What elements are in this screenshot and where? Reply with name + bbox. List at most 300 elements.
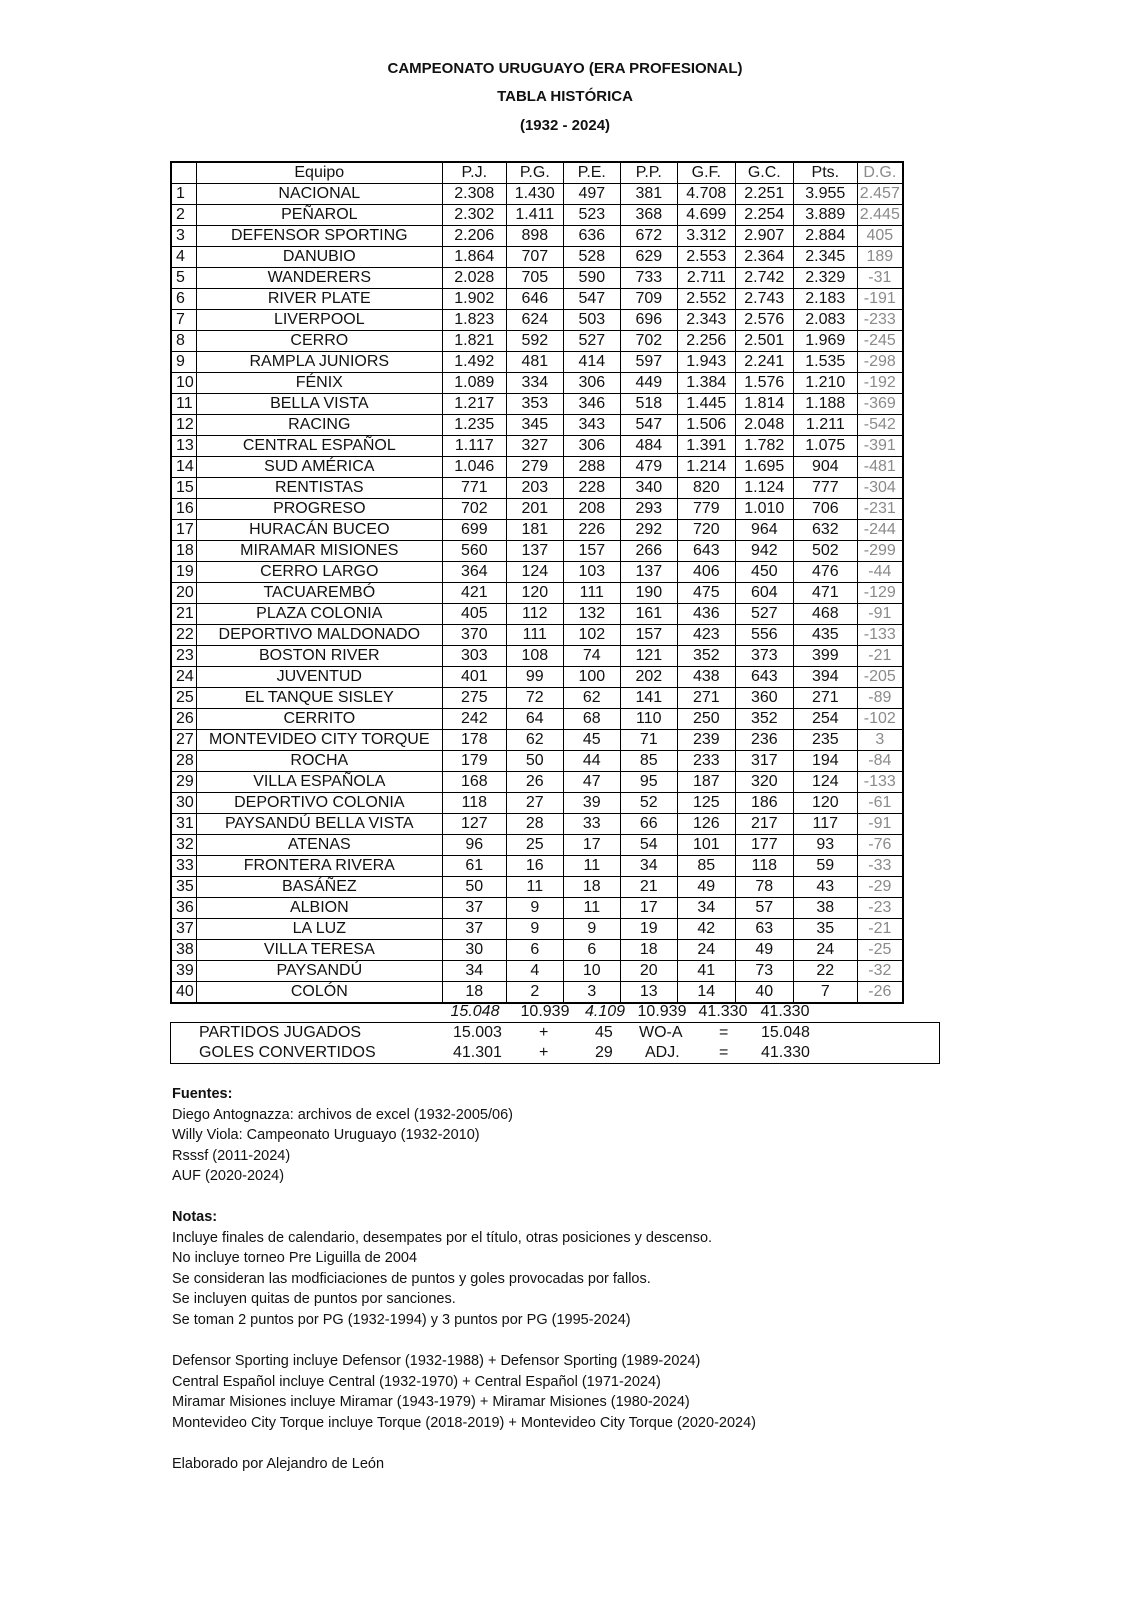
summary-equals: = <box>719 1044 729 1061</box>
cell-dg: 2.445 <box>857 205 903 226</box>
table-row <box>171 730 903 751</box>
cell-pp: 672 <box>620 226 677 247</box>
cell-pg: 898 <box>506 226 563 247</box>
summary-tag: WO-A <box>639 1024 683 1041</box>
cell-pj: 2.028 <box>442 268 506 289</box>
cell-dg: -542 <box>857 415 903 436</box>
cell-pg: 1.411 <box>506 205 563 226</box>
cell-dg: -21 <box>857 646 903 667</box>
table-row <box>171 667 903 688</box>
cell-gc: 1.695 <box>735 457 793 478</box>
cell-pe: 306 <box>563 373 620 394</box>
table-row <box>171 709 903 730</box>
table-row <box>171 205 903 226</box>
cell-team: PAYSANDÚ <box>196 961 442 982</box>
cell-pg: 28 <box>506 814 563 835</box>
cell-dg: -129 <box>857 583 903 604</box>
cell-gc: 1.010 <box>735 499 793 520</box>
header-pe: P.E. <box>563 162 620 184</box>
cell-pg: 99 <box>506 667 563 688</box>
header-pts: Pts. <box>793 162 857 184</box>
cell-pos: 1 <box>171 184 196 205</box>
cell-pg: 345 <box>506 415 563 436</box>
cell-gc: 360 <box>735 688 793 709</box>
cell-gf: 423 <box>677 625 735 646</box>
cell-pts: 3.889 <box>793 205 857 226</box>
note-item: Se consideran las modficiaciones de puntos y goles provocadas por fallos. <box>172 1270 651 1287</box>
cell-pos: 29 <box>171 772 196 793</box>
cell-pp: 449 <box>620 373 677 394</box>
sources-section <box>172 1084 513 1187</box>
summary-plus: + <box>539 1024 549 1041</box>
cell-dg: -32 <box>857 961 903 982</box>
cell-gf: 436 <box>677 604 735 625</box>
cell-pg: 203 <box>506 478 563 499</box>
cell-pp: 13 <box>620 982 677 1004</box>
cell-gf: 14 <box>677 982 735 1004</box>
cell-gf: 2.553 <box>677 247 735 268</box>
cell-pe: 11 <box>563 856 620 877</box>
cell-pp: 709 <box>620 289 677 310</box>
cell-gf: 85 <box>677 856 735 877</box>
cell-gc: 942 <box>735 541 793 562</box>
cell-pj: 30 <box>442 940 506 961</box>
cell-pg: 9 <box>506 919 563 940</box>
cell-gf: 1.214 <box>677 457 735 478</box>
club-note: Montevideo City Torque incluye Torque (2018-2019) + Montevideo City Torque (2020-2024) <box>172 1414 756 1431</box>
source-item: Rsssf (2011-2024) <box>172 1147 291 1164</box>
cell-dg: -76 <box>857 835 903 856</box>
cell-gf: 42 <box>677 919 735 940</box>
cell-dg: -89 <box>857 688 903 709</box>
header-dg: D.G. <box>857 162 903 184</box>
cell-gf: 643 <box>677 541 735 562</box>
cell-dg: -298 <box>857 352 903 373</box>
cell-pp: 71 <box>620 730 677 751</box>
cell-pts: 1.188 <box>793 394 857 415</box>
cell-pj: 275 <box>442 688 506 709</box>
cell-dg: -245 <box>857 331 903 352</box>
cell-pg: 64 <box>506 709 563 730</box>
cell-pe: 636 <box>563 226 620 247</box>
cell-gc: 604 <box>735 583 793 604</box>
cell-dg: -61 <box>857 793 903 814</box>
cell-pp: 733 <box>620 268 677 289</box>
cell-gf: 271 <box>677 688 735 709</box>
cell-pg: 592 <box>506 331 563 352</box>
cell-gf: 352 <box>677 646 735 667</box>
table-row <box>171 247 903 268</box>
summary-label: PARTIDOS JUGADOS <box>199 1024 362 1041</box>
cell-pg: 9 <box>506 898 563 919</box>
cell-pg: 279 <box>506 457 563 478</box>
table-header <box>171 162 903 184</box>
cell-pj: 37 <box>442 919 506 940</box>
cell-team: CERRO LARGO <box>196 562 442 583</box>
cell-gc: 450 <box>735 562 793 583</box>
cell-gf: 2.552 <box>677 289 735 310</box>
cell-pg: 334 <box>506 373 563 394</box>
cell-dg: -91 <box>857 814 903 835</box>
total-pe: 4.109 <box>584 1003 626 1020</box>
cell-dg: -44 <box>857 562 903 583</box>
cell-pp: 381 <box>620 184 677 205</box>
cell-pp: 266 <box>620 541 677 562</box>
cell-pj: 1.217 <box>442 394 506 415</box>
cell-team: VILLA ESPAÑOLA <box>196 772 442 793</box>
cell-pp: 95 <box>620 772 677 793</box>
cell-pos: 27 <box>171 730 196 751</box>
cell-gc: 320 <box>735 772 793 793</box>
cell-gc: 2.576 <box>735 310 793 331</box>
cell-pp: 54 <box>620 835 677 856</box>
cell-gc: 2.048 <box>735 415 793 436</box>
cell-pp: 18 <box>620 940 677 961</box>
header-gf: G.F. <box>677 162 735 184</box>
table-row <box>171 940 903 961</box>
cell-team: FRONTERA RIVERA <box>196 856 442 877</box>
cell-pj: 2.206 <box>442 226 506 247</box>
cell-pe: 346 <box>563 394 620 415</box>
cell-pp: 597 <box>620 352 677 373</box>
cell-pe: 497 <box>563 184 620 205</box>
cell-pts: 502 <box>793 541 857 562</box>
table-row <box>171 478 903 499</box>
sources-heading: Fuentes: <box>172 1086 233 1102</box>
cell-team: EL TANQUE SISLEY <box>196 688 442 709</box>
cell-gf: 126 <box>677 814 735 835</box>
cell-dg: -192 <box>857 373 903 394</box>
cell-pos: 33 <box>171 856 196 877</box>
cell-dg: -231 <box>857 499 903 520</box>
cell-pos: 24 <box>171 667 196 688</box>
cell-pe: 503 <box>563 310 620 331</box>
cell-pj: 405 <box>442 604 506 625</box>
cell-dg: 189 <box>857 247 903 268</box>
cell-pos: 16 <box>171 499 196 520</box>
cell-pj: 118 <box>442 793 506 814</box>
cell-pp: 702 <box>620 331 677 352</box>
cell-pts: 120 <box>793 793 857 814</box>
cell-gc: 2.907 <box>735 226 793 247</box>
cell-pp: 137 <box>620 562 677 583</box>
cell-pts: 24 <box>793 940 857 961</box>
cell-dg: -299 <box>857 541 903 562</box>
cell-gf: 1.384 <box>677 373 735 394</box>
cell-pg: 120 <box>506 583 563 604</box>
notes-heading: Notas: <box>172 1209 218 1225</box>
cell-pe: 6 <box>563 940 620 961</box>
cell-pp: 17 <box>620 898 677 919</box>
cell-team: DEPORTIVO COLONIA <box>196 793 442 814</box>
cell-gc: 352 <box>735 709 793 730</box>
cell-pe: 547 <box>563 289 620 310</box>
cell-team: BASÁÑEZ <box>196 877 442 898</box>
cell-team: LIVERPOOL <box>196 310 442 331</box>
summary-box <box>170 1022 940 1064</box>
cell-pts: 2.329 <box>793 268 857 289</box>
table-row <box>171 646 903 667</box>
cell-team: VILLA TERESA <box>196 940 442 961</box>
cell-pts: 1.211 <box>793 415 857 436</box>
cell-pj: 1.864 <box>442 247 506 268</box>
cell-pos: 18 <box>171 541 196 562</box>
cell-pg: 481 <box>506 352 563 373</box>
table-row <box>171 919 903 940</box>
note-item: Se incluyen quitas de puntos por sanciones. <box>172 1291 456 1307</box>
cell-pos: 26 <box>171 709 196 730</box>
cell-pg: 181 <box>506 520 563 541</box>
cell-pp: 141 <box>620 688 677 709</box>
cell-pj: 61 <box>442 856 506 877</box>
cell-pos: 25 <box>171 688 196 709</box>
cell-gf: 101 <box>677 835 735 856</box>
cell-gc: 177 <box>735 835 793 856</box>
total-pg: 10.939 <box>520 1003 570 1020</box>
cell-gc: 373 <box>735 646 793 667</box>
cell-dg: -33 <box>857 856 903 877</box>
cell-pp: 66 <box>620 814 677 835</box>
cell-team: PROGRESO <box>196 499 442 520</box>
cell-pts: 399 <box>793 646 857 667</box>
cell-pe: 33 <box>563 814 620 835</box>
cell-pos: 19 <box>171 562 196 583</box>
table-row <box>171 961 903 982</box>
summary-row-matches <box>171 1023 939 1043</box>
source-item: Willy Viola: Campeonato Uruguayo (1932-2010) <box>172 1127 480 1143</box>
cell-pos: 12 <box>171 415 196 436</box>
cell-gc: 217 <box>735 814 793 835</box>
cell-gc: 556 <box>735 625 793 646</box>
cell-pts: 235 <box>793 730 857 751</box>
cell-gc: 2.251 <box>735 184 793 205</box>
cell-pe: 44 <box>563 751 620 772</box>
cell-pj: 18 <box>442 982 506 1004</box>
cell-pts: 476 <box>793 562 857 583</box>
cell-gf: 233 <box>677 751 735 772</box>
cell-gf: 1.506 <box>677 415 735 436</box>
cell-pg: 112 <box>506 604 563 625</box>
cell-dg: -391 <box>857 436 903 457</box>
cell-gc: 527 <box>735 604 793 625</box>
cell-pg: 646 <box>506 289 563 310</box>
table-row <box>171 289 903 310</box>
cell-pos: 28 <box>171 751 196 772</box>
cell-pj: 771 <box>442 478 506 499</box>
cell-gc: 964 <box>735 520 793 541</box>
cell-pos: 6 <box>171 289 196 310</box>
cell-pg: 1.430 <box>506 184 563 205</box>
cell-gf: 3.312 <box>677 226 735 247</box>
cell-pe: 9 <box>563 919 620 940</box>
table-row <box>171 352 903 373</box>
cell-gf: 1.391 <box>677 436 735 457</box>
cell-dg: -26 <box>857 982 903 1004</box>
cell-gf: 49 <box>677 877 735 898</box>
cell-dg: -31 <box>857 268 903 289</box>
summary-row-goals <box>171 1043 939 1063</box>
table-row <box>171 268 903 289</box>
table-row <box>171 835 903 856</box>
cell-pos: 13 <box>171 436 196 457</box>
cell-pp: 85 <box>620 751 677 772</box>
cell-team: RIVER PLATE <box>196 289 442 310</box>
cell-pe: 528 <box>563 247 620 268</box>
cell-pos: 23 <box>171 646 196 667</box>
cell-pe: 523 <box>563 205 620 226</box>
table-row <box>171 772 903 793</box>
cell-pe: 288 <box>563 457 620 478</box>
cell-gc: 63 <box>735 919 793 940</box>
table-row <box>171 625 903 646</box>
cell-pos: 30 <box>171 793 196 814</box>
club-notes-section <box>172 1351 756 1433</box>
cell-pg: 108 <box>506 646 563 667</box>
cell-pts: 1.969 <box>793 331 857 352</box>
cell-dg: -205 <box>857 667 903 688</box>
cell-gf: 1.445 <box>677 394 735 415</box>
cell-pos: 36 <box>171 898 196 919</box>
cell-pe: 68 <box>563 709 620 730</box>
cell-pts: 394 <box>793 667 857 688</box>
cell-pe: 103 <box>563 562 620 583</box>
cell-pts: 632 <box>793 520 857 541</box>
cell-pts: 7 <box>793 982 857 1004</box>
table-row <box>171 331 903 352</box>
table-row <box>171 457 903 478</box>
cell-pts: 1.075 <box>793 436 857 457</box>
table-row <box>171 415 903 436</box>
cell-pg: 26 <box>506 772 563 793</box>
cell-pg: 6 <box>506 940 563 961</box>
cell-gc: 317 <box>735 751 793 772</box>
cell-pts: 93 <box>793 835 857 856</box>
cell-pts: 468 <box>793 604 857 625</box>
cell-pe: 100 <box>563 667 620 688</box>
cell-pp: 696 <box>620 310 677 331</box>
note-item: Se toman 2 puntos por PG (1932-1994) y 3 puntos por PG (1995-2024) <box>172 1311 631 1328</box>
cell-dg: -84 <box>857 751 903 772</box>
cell-pts: 471 <box>793 583 857 604</box>
cell-pg: 707 <box>506 247 563 268</box>
cell-pe: 111 <box>563 583 620 604</box>
cell-pe: 3 <box>563 982 620 1004</box>
cell-dg: -133 <box>857 772 903 793</box>
cell-pos: 39 <box>171 961 196 982</box>
cell-pts: 904 <box>793 457 857 478</box>
cell-pts: 2.884 <box>793 226 857 247</box>
cell-gf: 820 <box>677 478 735 499</box>
cell-gc: 118 <box>735 856 793 877</box>
cell-gc: 78 <box>735 877 793 898</box>
cell-pg: 4 <box>506 961 563 982</box>
summary-total: 15.048 <box>761 1024 810 1041</box>
cell-pts: 124 <box>793 772 857 793</box>
cell-pj: 699 <box>442 520 506 541</box>
summary-tag: ADJ. <box>645 1044 680 1061</box>
cell-pp: 479 <box>620 457 677 478</box>
table-row <box>171 310 903 331</box>
cell-pj: 702 <box>442 499 506 520</box>
cell-pp: 368 <box>620 205 677 226</box>
cell-pj: 364 <box>442 562 506 583</box>
cell-team: RENTISTAS <box>196 478 442 499</box>
cell-pp: 484 <box>620 436 677 457</box>
cell-pg: 50 <box>506 751 563 772</box>
table-row <box>171 688 903 709</box>
cell-dg: -21 <box>857 919 903 940</box>
cell-gc: 73 <box>735 961 793 982</box>
total-gc: 41.330 <box>760 1003 810 1020</box>
cell-pts: 435 <box>793 625 857 646</box>
cell-gf: 125 <box>677 793 735 814</box>
source-item: AUF (2020-2024) <box>172 1168 285 1184</box>
cell-gc: 2.254 <box>735 205 793 226</box>
cell-pe: 45 <box>563 730 620 751</box>
cell-pp: 121 <box>620 646 677 667</box>
cell-gf: 41 <box>677 961 735 982</box>
summary-value-b: 45 <box>595 1024 613 1041</box>
cell-pp: 110 <box>620 709 677 730</box>
cell-gc: 1.576 <box>735 373 793 394</box>
cell-pts: 254 <box>793 709 857 730</box>
cell-pos: 22 <box>171 625 196 646</box>
cell-pg: 705 <box>506 268 563 289</box>
cell-pp: 20 <box>620 961 677 982</box>
cell-gf: 4.708 <box>677 184 735 205</box>
page-subtitle: TABLA HISTÓRICA <box>497 88 633 105</box>
table-row <box>171 436 903 457</box>
cell-pj: 1.089 <box>442 373 506 394</box>
cell-team: FÉNIX <box>196 373 442 394</box>
note-item: Incluye finales de calendario, desempates por el título, otras posiciones y descenso. <box>172 1229 713 1246</box>
cell-team: DANUBIO <box>196 247 442 268</box>
cell-dg: -244 <box>857 520 903 541</box>
table-row <box>171 814 903 835</box>
cell-pg: 16 <box>506 856 563 877</box>
cell-team: RAMPLA JUNIORS <box>196 352 442 373</box>
cell-pp: 161 <box>620 604 677 625</box>
cell-team: NACIONAL <box>196 184 442 205</box>
cell-gf: 24 <box>677 940 735 961</box>
header-equipo: Equipo <box>196 162 442 184</box>
table-row <box>171 184 903 205</box>
cell-team: RACING <box>196 415 442 436</box>
cell-pj: 421 <box>442 583 506 604</box>
cell-pj: 2.308 <box>442 184 506 205</box>
table-body <box>171 184 903 1004</box>
table-row <box>171 877 903 898</box>
cell-gc: 2.364 <box>735 247 793 268</box>
cell-pts: 271 <box>793 688 857 709</box>
cell-team: TACUAREMBÓ <box>196 583 442 604</box>
table-row <box>171 982 903 1004</box>
cell-gc: 2.743 <box>735 289 793 310</box>
table-row <box>171 793 903 814</box>
cell-team: BOSTON RIVER <box>196 646 442 667</box>
cell-pts: 1.535 <box>793 352 857 373</box>
cell-pos: 14 <box>171 457 196 478</box>
cell-team: PEÑAROL <box>196 205 442 226</box>
cell-pe: 17 <box>563 835 620 856</box>
cell-pg: 124 <box>506 562 563 583</box>
cell-team: ATENAS <box>196 835 442 856</box>
cell-pg: 201 <box>506 499 563 520</box>
table-row <box>171 583 903 604</box>
summary-plus: + <box>539 1044 549 1061</box>
cell-pj: 1.492 <box>442 352 506 373</box>
cell-pj: 401 <box>442 667 506 688</box>
